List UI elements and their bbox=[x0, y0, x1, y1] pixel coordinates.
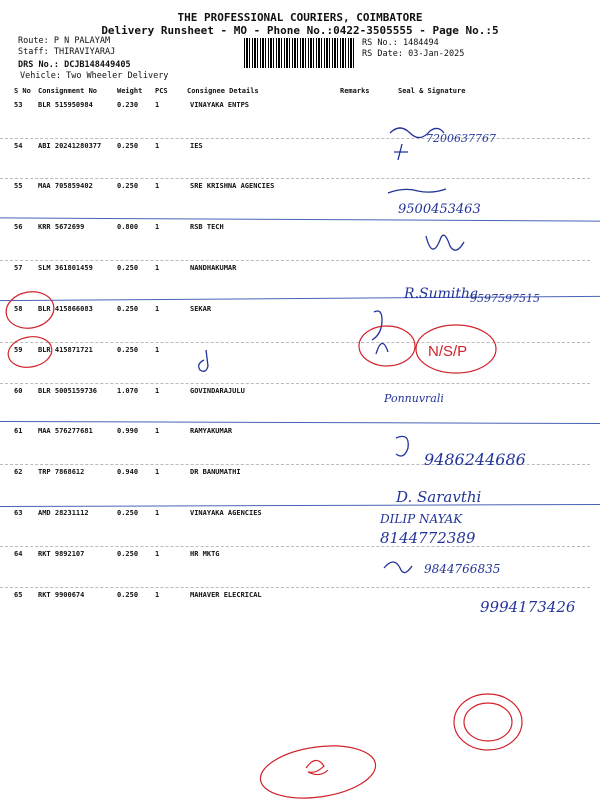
col-weight: Weight bbox=[117, 87, 143, 95]
rs-no-value: 1484494 bbox=[402, 38, 439, 48]
rs-date-label: RS Date: bbox=[362, 49, 403, 59]
route-label: Route: bbox=[18, 36, 49, 46]
row-consignee: IES bbox=[190, 142, 203, 150]
row-weight: 0.250 bbox=[117, 550, 139, 558]
row-pcs: 1 bbox=[155, 509, 160, 517]
drs-label: DRS No.: bbox=[18, 60, 59, 70]
row-sno: 63 bbox=[14, 509, 23, 517]
row-weight: 0.250 bbox=[117, 591, 139, 599]
row-consignee: SEKAR bbox=[190, 305, 212, 313]
row-sno: 64 bbox=[14, 550, 23, 558]
row-pcs: 1 bbox=[155, 550, 160, 558]
row-sno: 57 bbox=[14, 264, 23, 272]
rs-no-label: RS No.: bbox=[362, 38, 398, 48]
col-sno: S No bbox=[14, 87, 31, 95]
row-sno: 59 bbox=[14, 346, 23, 354]
row-pcs: 1 bbox=[155, 387, 160, 395]
signature-59 bbox=[372, 311, 388, 354]
row-weight: 0.990 bbox=[117, 427, 139, 435]
row-consignment: BLR 415866083 bbox=[38, 305, 93, 313]
doodle-59 bbox=[199, 350, 208, 371]
signature-56 bbox=[426, 235, 464, 250]
col-seal: Seal & Signature bbox=[398, 87, 466, 95]
row-weight: 1.070 bbox=[117, 387, 139, 395]
signature-61 bbox=[396, 436, 408, 456]
row-consignee: VINAYAKA ENTPS bbox=[190, 101, 250, 109]
route-value: P N PALAYAM bbox=[53, 36, 111, 46]
remark-nsp: N/S/P bbox=[428, 343, 468, 360]
row-weight: 0.250 bbox=[117, 346, 139, 354]
row-consignment: BLR 5005159736 bbox=[38, 387, 98, 395]
row-weight: 0.250 bbox=[117, 264, 139, 272]
row-sno: 58 bbox=[14, 305, 23, 313]
row-consignee: RSB TECH bbox=[190, 223, 224, 231]
row-sno: 55 bbox=[14, 182, 23, 190]
row-consignee: NANDHAKUMAR bbox=[190, 264, 237, 272]
staff-value: THIRAVIYARAJ bbox=[53, 47, 116, 57]
company-seal-bottom bbox=[257, 739, 379, 800]
row-sno: 60 bbox=[14, 387, 23, 395]
row-consignee: HR MKTG bbox=[190, 550, 220, 558]
row-weight: 0.250 bbox=[117, 305, 139, 313]
company-title: THE PROFESSIONAL COURIERS, COIMBATORE bbox=[177, 11, 423, 24]
row-weight: 0.940 bbox=[117, 468, 139, 476]
signature-55 bbox=[388, 189, 446, 193]
row-consignment: TRP 7868612 bbox=[38, 468, 85, 476]
col-pcs: PCS bbox=[155, 87, 168, 95]
row-consignee: VINAYAKA AGENCIES bbox=[190, 509, 262, 517]
hw-name-57: R.Sumitha bbox=[404, 286, 479, 302]
row-pcs: 1 bbox=[155, 468, 160, 476]
row-consignee: GOVINDARAJULU bbox=[190, 387, 245, 395]
hw-phone-63: 8144772389 bbox=[380, 529, 476, 547]
row-pcs: 1 bbox=[155, 142, 160, 150]
row-pcs: 1 bbox=[155, 427, 160, 435]
vehicle-label: Vehicle: bbox=[20, 71, 61, 81]
row-consignee: RAMYAKUMAR bbox=[190, 427, 233, 435]
col-consignment: Consignment No bbox=[38, 87, 98, 95]
hw-phone-55: 9500453463 bbox=[398, 202, 481, 217]
row-consignment: RKT 9892107 bbox=[38, 550, 85, 558]
row-consignment: MAA 705859402 bbox=[38, 182, 93, 190]
col-consignee: Consignee Details bbox=[187, 87, 259, 95]
row-weight: 0.800 bbox=[117, 223, 139, 231]
row-consignee: SRE KRISHNA AGENCIES bbox=[190, 182, 275, 190]
hw-phone-54: 7200637767 bbox=[426, 132, 496, 145]
row-weight: 0.250 bbox=[117, 142, 139, 150]
runsheet-subtitle: Delivery Runsheet - MO - Phone No.:0422-3505555 - Page No.:5 bbox=[101, 24, 499, 37]
hw-phone-64: 9844766835 bbox=[424, 562, 501, 576]
col-remarks: Remarks bbox=[340, 87, 370, 95]
row-pcs: 1 bbox=[155, 346, 160, 354]
row-consignment: ABI 20241280377 bbox=[38, 142, 102, 150]
row-consignee: MAHAVER ELECRICAL bbox=[190, 591, 262, 599]
staff-label: Staff: bbox=[18, 47, 49, 57]
row-sno: 53 bbox=[14, 101, 23, 109]
row-consignment: SLM 361801459 bbox=[38, 264, 93, 272]
row-consignment: MAA 576277681 bbox=[38, 427, 93, 435]
row-sno: 61 bbox=[14, 427, 23, 435]
row-weight: 0.230 bbox=[117, 101, 139, 109]
row-sno: 56 bbox=[14, 223, 23, 231]
row-consignee: DR BANUMATHI bbox=[190, 468, 241, 476]
row-consignment: BLR 515950984 bbox=[38, 101, 93, 109]
hw-phone-65: 9994173426 bbox=[480, 598, 576, 616]
hw-phone-61: 9486244686 bbox=[424, 450, 526, 469]
row-pcs: 1 bbox=[155, 223, 160, 231]
row-pcs: 1 bbox=[155, 305, 160, 313]
row-pcs: 1 bbox=[155, 101, 160, 109]
rs-date-value: 03-Jan-2025 bbox=[408, 49, 465, 59]
row-sno: 65 bbox=[14, 591, 23, 599]
row-weight: 0.250 bbox=[117, 509, 139, 517]
row-sno: 54 bbox=[14, 142, 23, 150]
hw-name-62: D. Saravthi bbox=[396, 488, 482, 506]
row-consignment: AMD 28231112 bbox=[38, 509, 89, 517]
hw-name-63: DILIP NAYAK bbox=[380, 512, 463, 526]
signature-54 bbox=[394, 144, 408, 160]
stamp-circle-59 bbox=[6, 333, 55, 370]
row-pcs: 1 bbox=[155, 264, 160, 272]
drs-value: DCJB148449405 bbox=[64, 60, 131, 70]
row-pcs: 1 bbox=[155, 591, 160, 599]
seal-scribble bbox=[306, 760, 328, 774]
stamp-circle-58 bbox=[3, 288, 57, 332]
row-consignment: KRR 5672699 bbox=[38, 223, 85, 231]
row-weight: 0.250 bbox=[117, 182, 139, 190]
hw-name-60: Ponnuvrali bbox=[384, 392, 444, 405]
row-sno: 62 bbox=[14, 468, 23, 476]
row-consignment: RKT 9900674 bbox=[38, 591, 85, 599]
stamp-circle-59-sign bbox=[359, 326, 415, 366]
hw-phone-57: 9597597515 bbox=[470, 292, 540, 305]
company-seal-inner bbox=[464, 703, 512, 741]
row-consignment: BLR 415871721 bbox=[38, 346, 93, 354]
vehicle-value: Two Wheeler Delivery bbox=[66, 71, 169, 81]
row-pcs: 1 bbox=[155, 182, 160, 190]
signature-64 bbox=[384, 562, 412, 573]
